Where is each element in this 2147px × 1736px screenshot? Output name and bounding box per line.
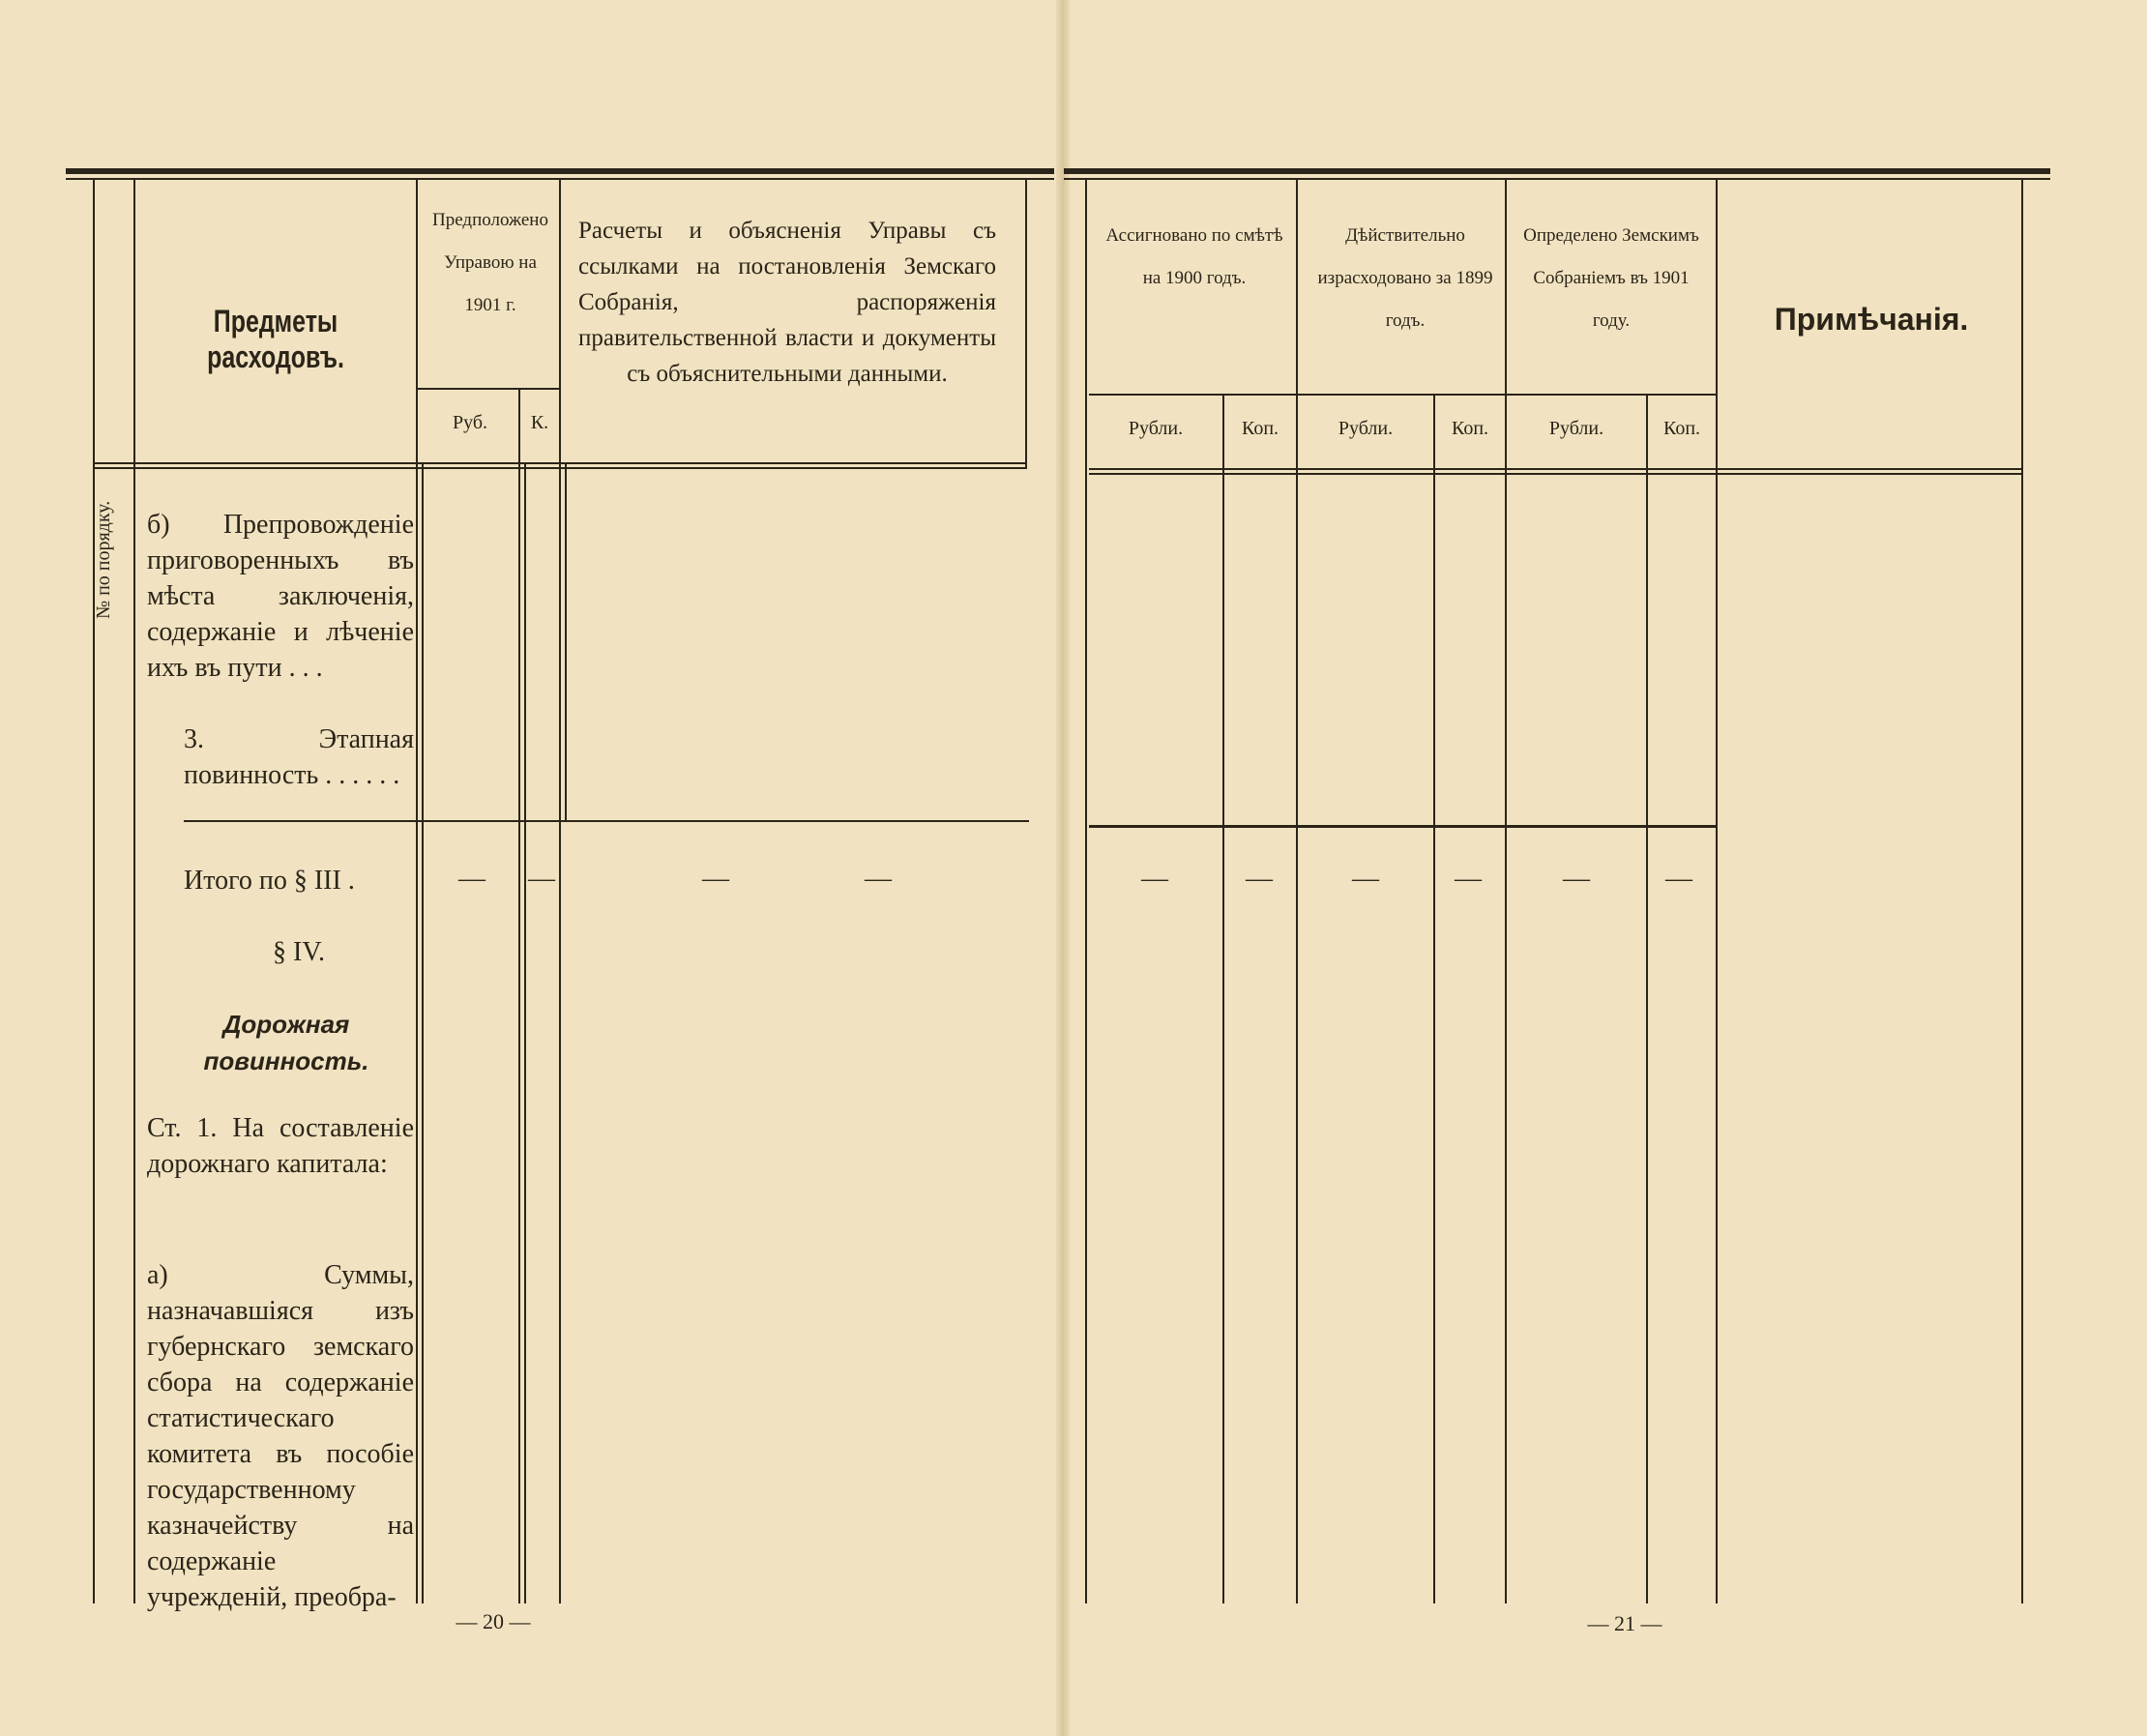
col-proposed-rub: Руб. [452,412,488,433]
col-proposed-header: Предположено Управою на 1901 г. [432,210,548,315]
right-dash-4: — [1455,864,1482,894]
left-top-rule-thick [66,168,1054,174]
col-explanations-header: Расчеты и объясненія Управы съ ссылками на постановленія Земскаго Собранія, распоряженія правительственной власти и документы съ объяснительными данными. [578,218,996,387]
col-order-header: № по порядку. [93,500,114,619]
right-col-sep-3 [1433,394,1435,1604]
right-col-sep-2 [1296,180,1298,1604]
row-b-item: б) Препровожденіе приговоренныхъ въ мѣста заключенія, содержаніе и лѣченіе ихъ въ пути . . . [147,510,414,683]
kop-1: Коп. [1241,418,1279,439]
right-dash-6: — [1665,864,1692,894]
left-col-sep-2 [416,180,418,1604]
left-total-rule [184,820,1029,822]
row-art1: Ст. 1. На составленіе дорожнаго капитала: [147,1113,414,1179]
rubli-3: Рубли. [1548,418,1604,439]
left-col-sep-4b [565,464,567,822]
left-col-sep-3b [524,464,526,1604]
left-col-sep-2b [422,464,424,1604]
left-page-number: — 20 — [456,1609,531,1633]
kop-3: Коп. [1662,418,1701,439]
right-dash-3: — [1352,864,1379,894]
left-col-sep-3 [518,388,520,1604]
col-defined-header: Определено Земскимъ Собраніемъ въ 1901 году. [1523,225,1699,331]
section-title: Дорожная повинность. [203,1010,369,1075]
total-dash-1: — [458,864,485,894]
right-col-sep-4 [1505,180,1507,1604]
left-col-sep-5 [1025,180,1027,468]
left-col-sep-1 [133,180,135,1604]
total-dash-3: — [702,864,729,894]
right-dash-1: — [1141,864,1168,894]
col-spent-header: Дѣйствительно израсходовано за 1899 годъ. [1317,225,1493,331]
row-a-item: а) Суммы, назначавшіяся изъ губернскаго земскаго сбора на содержаніе статистическаго комитета въ пособіе государственному казначейству на содержаніе учрежденій, преобра- [147,1260,414,1612]
right-header-rule-2 [1089,473,2023,475]
right-total-rule [1089,825,1718,828]
right-outer-border [2021,180,2023,1604]
right-page-number: — 21 — [1587,1611,1662,1635]
row-total: Итого по § III . [184,866,355,896]
right-subheader-rule [1089,394,1718,396]
left-col-sep-4 [559,180,561,1604]
right-col-sep-5 [1646,394,1648,1604]
right-top-rule-thin [1064,178,2050,180]
right-col-sep-6 [1716,180,1718,1604]
rubli-2: Рубли. [1338,418,1394,439]
total-dash-2: — [528,864,555,894]
book-gutter [1056,0,1070,1736]
row-item3: 3. Этапная повинность . . . . . . [184,724,414,790]
right-dash-5: — [1563,864,1590,894]
left-subheader-rule [418,388,561,390]
rubli-1: Рубли. [1128,418,1184,439]
col-proposed-kop: К. [530,412,549,433]
right-dash-2: — [1246,864,1273,894]
right-header-rule [1089,468,2023,470]
col-assigned-header: Ассигновано по смѣтѣ на 1900 годъ. [1105,225,1283,288]
col-notes-header: Примѣчанія. [1774,302,1969,337]
left-outer-border [93,180,95,1604]
section-iv: § IV. [273,937,325,967]
total-dash-4: — [865,864,892,894]
right-top-rule-thick [1064,168,2050,174]
right-col-sep-0 [1085,180,1087,1604]
col-items-header: Предметы расходовъ. [207,304,344,374]
kop-2: Коп. [1451,418,1489,439]
right-col-sep-1 [1222,394,1224,1604]
